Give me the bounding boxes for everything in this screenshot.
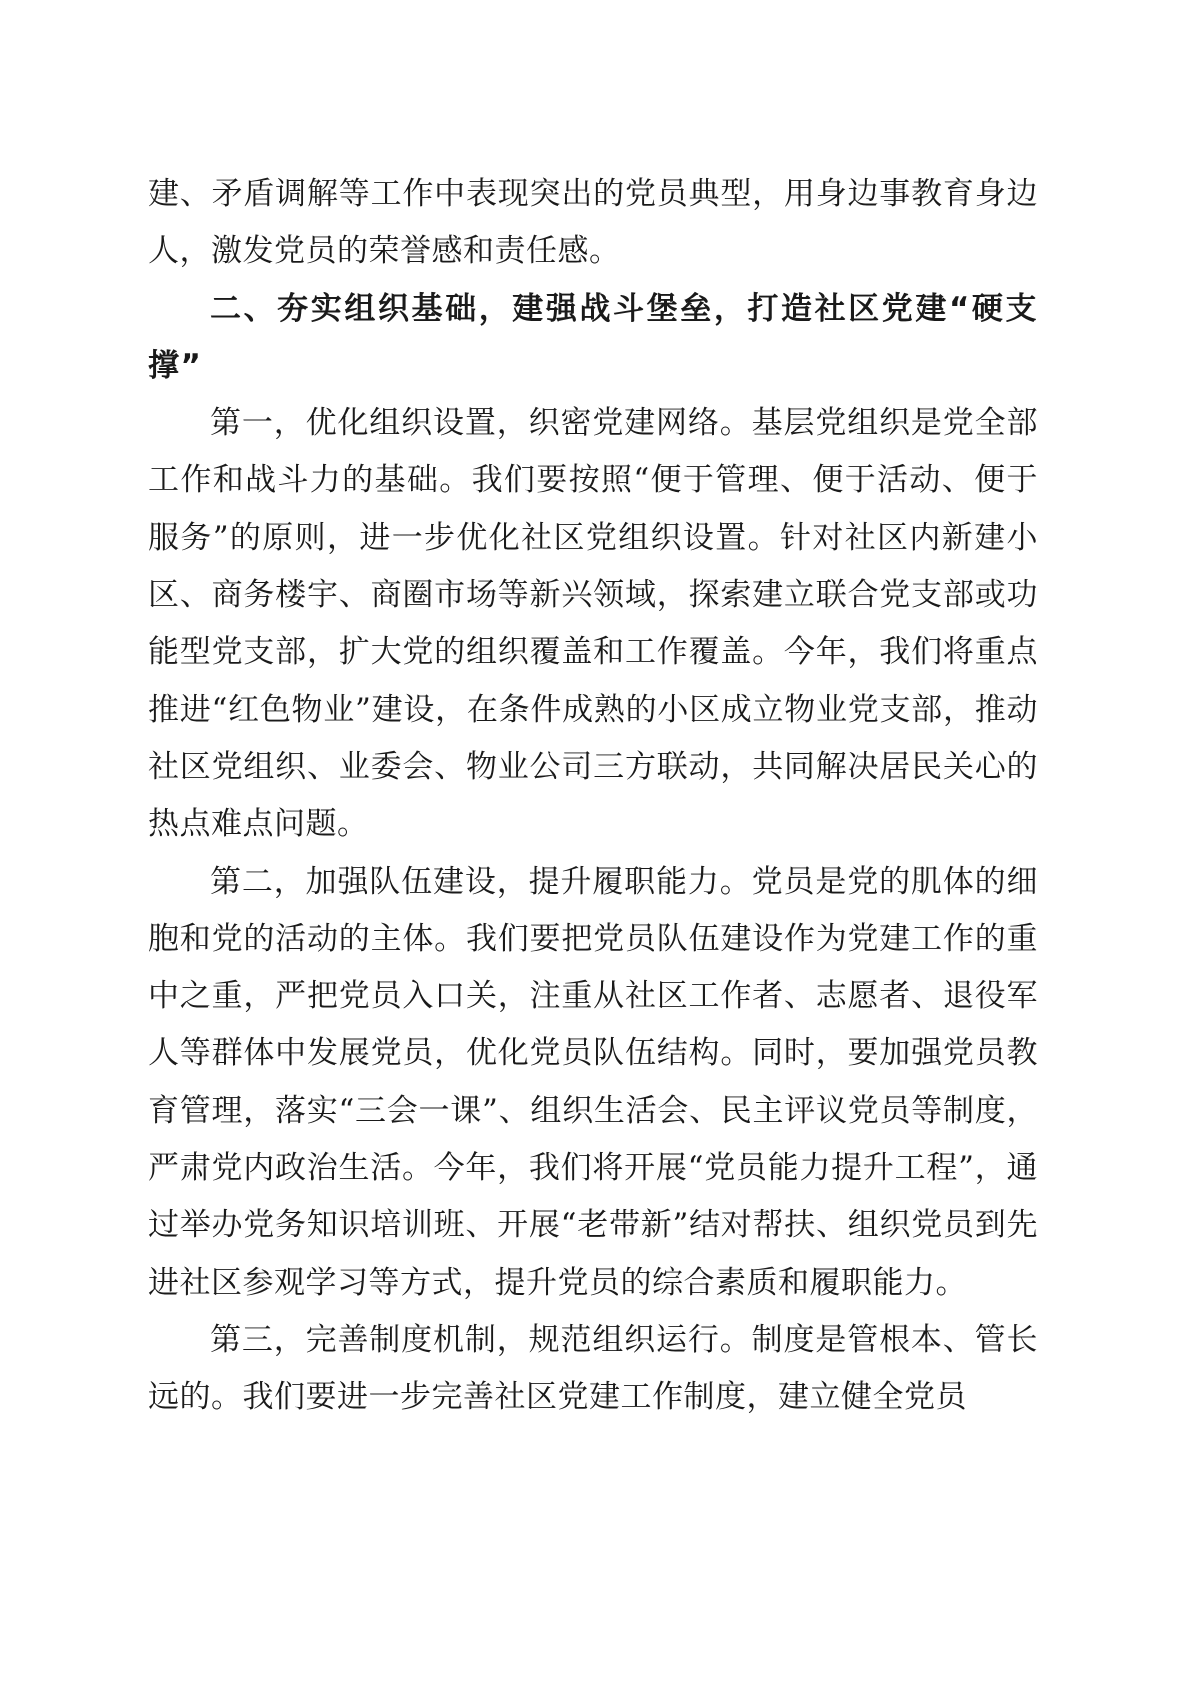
paragraph-continuation: 建、矛盾调解等工作中表现突出的党员典型，用身边事教育身边人，激发党员的荣誉感和责任感。	[148, 176, 1038, 270]
section-heading: 二、夯实组织基础，建强战斗堡垒，打造社区党建“硬支撑”	[148, 290, 1038, 384]
paragraph-second	[148, 854, 1038, 1312]
paragraph-third	[148, 1312, 1038, 1427]
document-page	[148, 166, 1038, 1427]
paragraph-first-lead: 第一，优化组织设置，织密党建网络。	[210, 405, 752, 442]
paragraph-third-body: 制度是管根本、管长远的。我们要进一步完善社区党建工作制度，建立健全党员	[148, 1321, 1039, 1416]
paragraph-first	[148, 395, 1038, 853]
paragraph-first-body: 基层党组织是党全部工作和战斗力的基础。我们要按照“便于管理、便于活动、便于服务”的原则，进一步优化社区党组织设置。针对社区内新建小区、商务楼宇、商圈市场等新兴领域，探索建立联合党支部或功能型党支部，扩大党的组织覆盖和工作覆盖。今年，我们将重点推进“红色物业”建设，在条件成熟的小区成立物业党支部，推动社区党组织、业委会、物业公司三方联动，共同解决居民关心的热点难点问题。	[148, 405, 1039, 843]
paragraph-second-lead: 第二，加强队伍建设，提升履职能力。	[210, 863, 752, 900]
paragraph-third-lead: 第三，完善制度机制，规范组织运行。	[210, 1321, 752, 1358]
paragraph-second-body: 党员是党的肌体的细胞和党的活动的主体。我们要把党员队伍建设作为党建工作的重中之重，严把党员入口关，注重从社区工作者、志愿者、退役军人等群体中发展党员，优化党员队伍结构。同时，要加强党员教育管理，落实“三会一课”、组织生活会、民主评议党员等制度，严肃党内政治生活。今年，我们将开展“党员能力提升工程”，通过举办党务知识培训班、开展“老带新”结对帮扶、组织党员到先进社区参观学习等方式，提升党员的综合素质和履职能力。	[148, 863, 1039, 1301]
